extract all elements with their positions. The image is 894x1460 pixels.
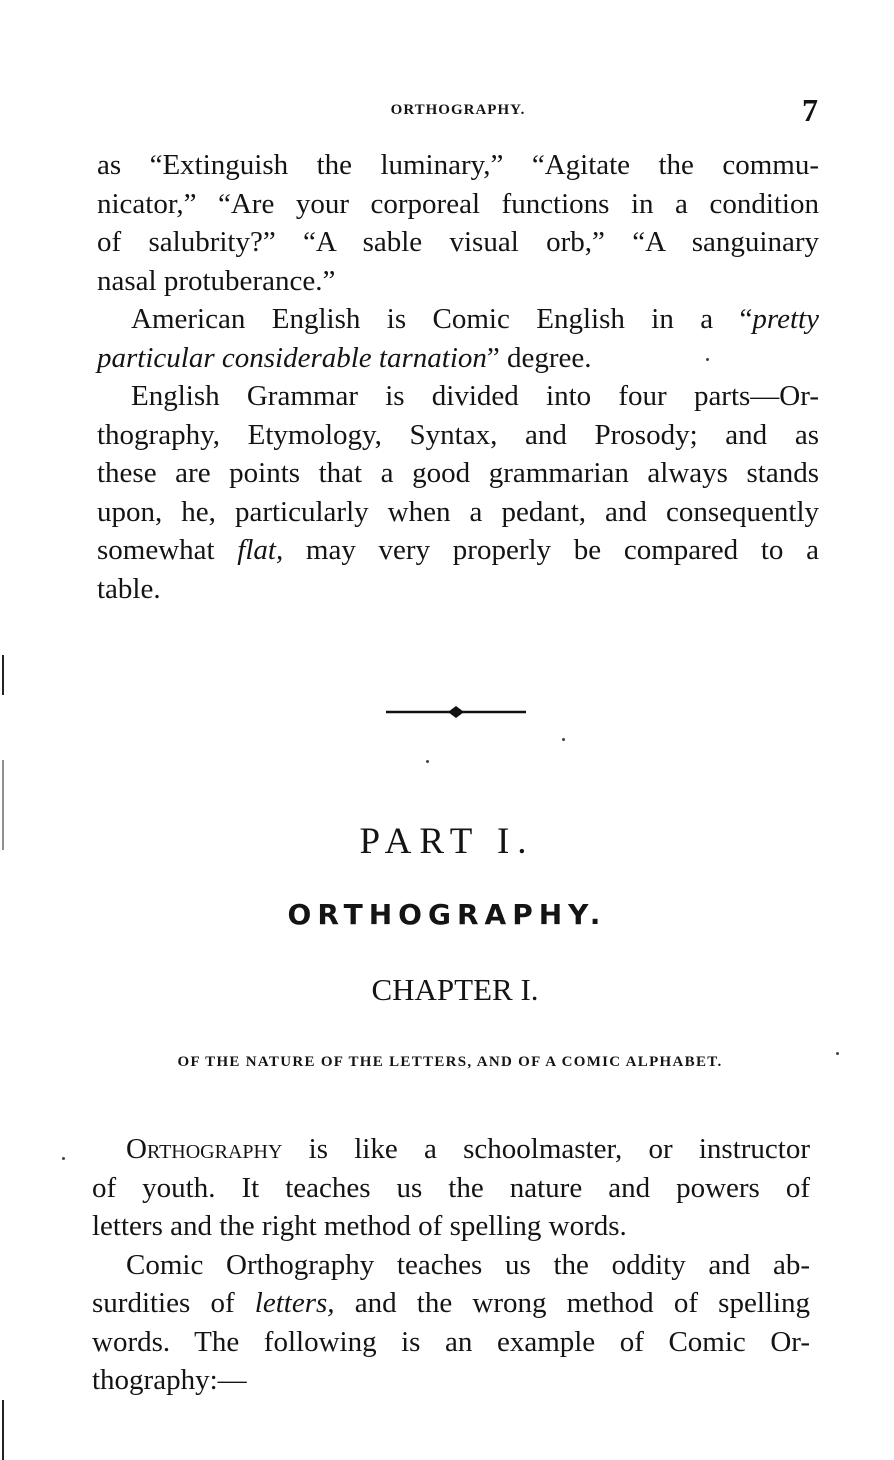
chapter-subtitle: OF THE NATURE OF THE LETTERS, AND OF A COMIC ALPHABET. <box>177 1054 723 1070</box>
italic-text: pretty <box>752 303 819 335</box>
text-line <box>92 1130 810 1169</box>
text-line <box>97 300 819 339</box>
top-text-block <box>97 146 819 608</box>
text-line <box>97 531 819 570</box>
text-span: somewhat <box>97 534 238 566</box>
text-line: thography:— <box>92 1364 247 1396</box>
text-span: is like a schoolmaster, or instructor <box>282 1133 810 1165</box>
text-line: these are points that a good grammarian always stands <box>97 457 819 489</box>
paragraph-4 <box>92 1130 810 1246</box>
paragraph-3 <box>97 377 819 608</box>
text-line <box>92 1284 810 1323</box>
text-line: of salubrity?” “A sable visual orb,” “A sanguinary <box>97 226 819 258</box>
speck <box>62 1157 65 1160</box>
text-span: may very properly be compared to a <box>283 534 819 566</box>
text-line: Comic Orthography teaches us the oddity and ab- <box>126 1248 810 1281</box>
paragraph-2 <box>97 300 819 377</box>
text-line: of youth. It teaches us the nature and powers of <box>92 1171 810 1204</box>
italic-text: particular considerable tarnation <box>97 341 487 374</box>
speck <box>836 1052 839 1055</box>
paragraph-1 <box>97 146 819 300</box>
section-heading: ORTHOGRAPHY. <box>287 898 607 931</box>
chapter-heading: CHAPTER I. <box>371 972 539 1007</box>
margin-mark-top <box>2 655 4 695</box>
paragraph-5 <box>92 1246 810 1400</box>
text-line: table. <box>97 572 161 605</box>
text-span: and the wrong method of spelling <box>334 1287 810 1319</box>
text-span: American English is Comic English in a “ <box>131 303 753 335</box>
text-span: ” degree. <box>486 341 592 374</box>
text-line: as “Extinguish the luminary,” “Agitate the commu- <box>97 149 819 181</box>
margin-mark-bottom <box>2 1400 4 1460</box>
text-span: surdities of <box>92 1287 255 1319</box>
text-line: nicator,” “Are your corporeal functions in a condition <box>97 187 819 220</box>
running-head-title: ORTHOGRAPHY. <box>390 102 526 118</box>
text-line: English Grammar is divided into four parts—Or- <box>131 380 819 412</box>
text-line: nasal protuberance.” <box>97 264 336 297</box>
running-head <box>98 92 818 128</box>
text-line: upon, he, particularly when a pedant, and consequently <box>97 495 819 528</box>
italic-text: flat, <box>237 534 284 566</box>
small-caps-lead: Orthography <box>126 1133 283 1165</box>
italic-text: letters, <box>254 1287 335 1319</box>
ornament-divider <box>386 703 526 721</box>
speck <box>562 738 565 741</box>
text-line <box>97 339 819 378</box>
text-line: thography, Etymology, Syntax, and Prosody; and as <box>97 418 819 451</box>
speck <box>426 760 429 763</box>
part-heading: PART I. <box>359 821 535 862</box>
bottom-text-block <box>92 1130 810 1400</box>
text-line: letters and the right method of spelling words. <box>92 1210 627 1242</box>
text-line: words. The following is an example of Comic Or- <box>92 1325 810 1358</box>
page-number: 7 <box>802 92 818 128</box>
